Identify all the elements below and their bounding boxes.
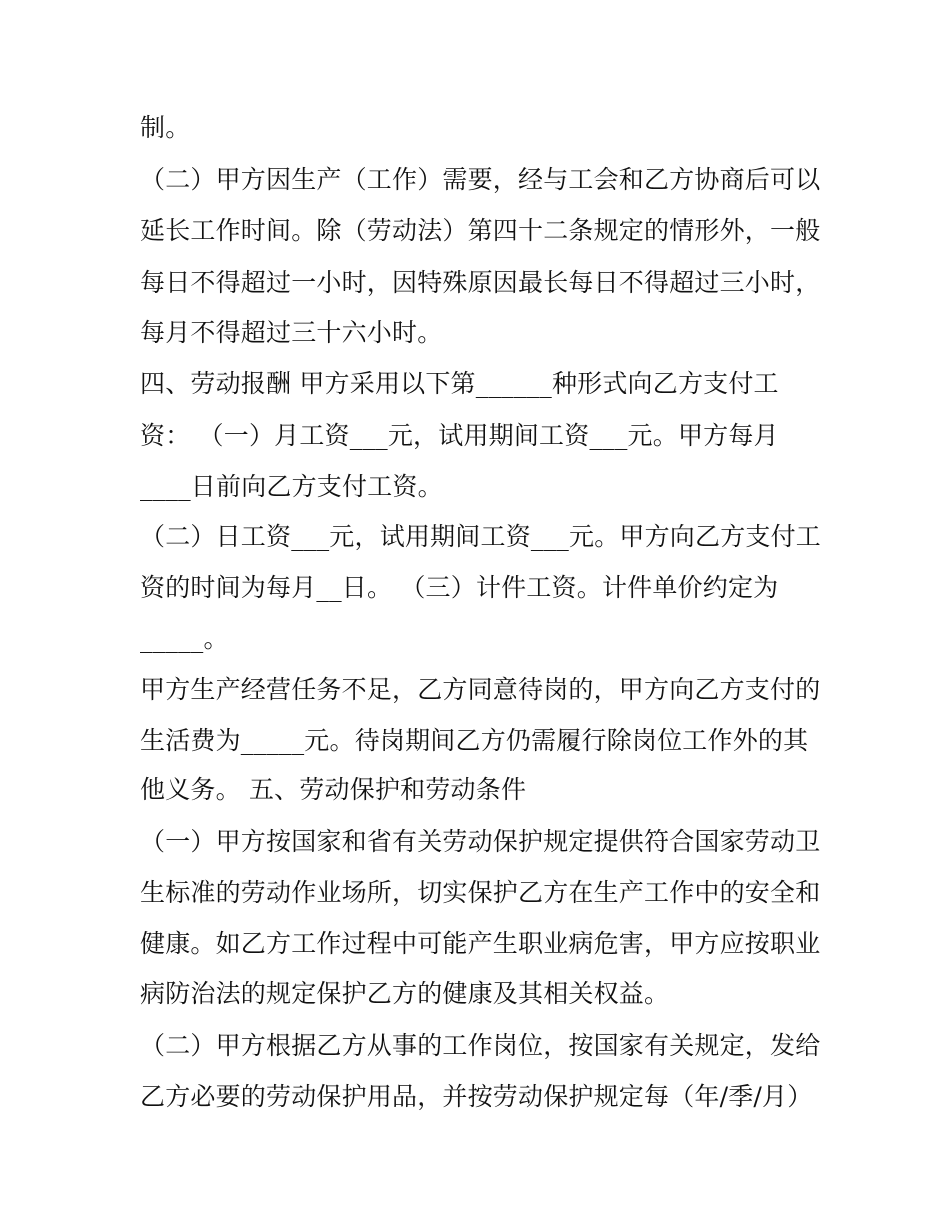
text-line: （二）甲方根据乙方从事的工作岗位，按国家有关规定，发给: [140, 1031, 821, 1060]
text-line: 甲方生产经营任务不足，乙方同意待岗的，甲方向乙方支付的: [140, 675, 821, 704]
text-line: 病防治法的规定保护乙方的健康及其相关权益。: [140, 979, 670, 1008]
text-line: 制。: [140, 113, 191, 142]
text-line: 延长工作时间。除（劳动法）第四十二条规定的情形外，一般: [140, 216, 821, 245]
text-line: 资： （一）月工资___元，试用期间工资___元。甲方每月: [140, 421, 779, 450]
text-line: （一）甲方按国家和省有关劳动保护规定提供符合国家劳动卫: [140, 827, 821, 856]
text-line: 生标准的劳动作业场所，切实保护乙方在生产工作中的安全和: [140, 878, 821, 907]
text-line: 四、劳动报酬 甲方采用以下第______种形式向乙方支付工: [140, 369, 779, 398]
text-line: 乙方必要的劳动保护用品，并按劳动保护规定每（年/季/月）: [140, 1082, 813, 1111]
text-line: 每日不得超过一小时，因特殊原因最长每日不得超过三小时，: [140, 268, 821, 297]
text-line: 生活费为_____元。待岗期间乙方仍需履行除岗位工作外的其: [140, 726, 809, 755]
text-line: （二）甲方因生产（工作）需要，经与工会和乙方协商后可以: [140, 165, 821, 194]
text-line: 每月不得超过三十六小时。: [140, 318, 443, 347]
text-line: _____。: [140, 624, 229, 653]
text-line: 资的时间为每月__日。 （三）计件工资。计件单价约定为: [140, 573, 779, 602]
text-line: 他义务。 五、劳动保护和劳动条件: [140, 775, 527, 804]
text-line: 健康。如乙方工作过程中可能产生职业病危害，甲方应按职业: [140, 929, 821, 958]
text-line: （二）日工资___元，试用期间工资___元。甲方向乙方支付工: [140, 522, 822, 551]
text-line: ____日前向乙方支付工资。: [140, 472, 443, 501]
